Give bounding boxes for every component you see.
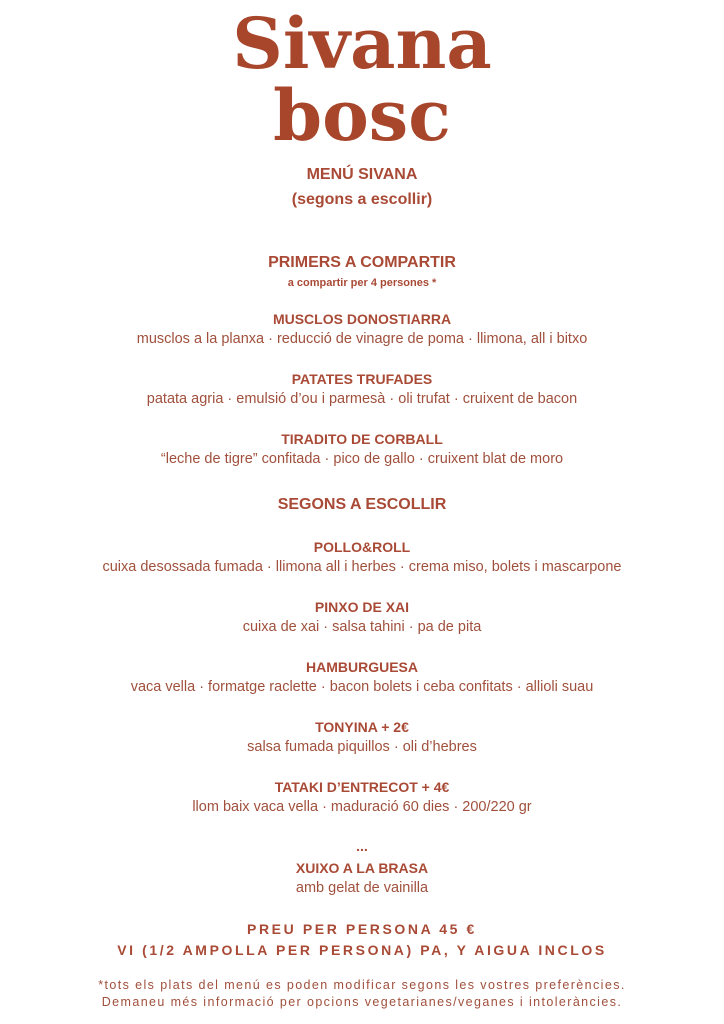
- dish-description: “leche de tigre” confitada · pico de gallo · cruixent blat de moro: [160, 451, 564, 467]
- dish-name: TATAKI D’ENTRECOT + 4€: [274, 779, 450, 795]
- footer-note-1: *tots els plats del menú es poden modificar segons les vostres preferències.: [98, 978, 626, 992]
- menu-title: MENÚ SIVANA: [306, 166, 418, 183]
- dish-name: PINXO DE XAI: [314, 599, 410, 615]
- dish-description: cuixa desossada fumada · llimona all i herbes · crema miso, bolets i mascarpone: [102, 559, 622, 575]
- dish-name: TIRADITO DE CORBALL: [281, 431, 443, 447]
- dish-name: MUSCLOS DONOSTIARRA: [272, 311, 452, 327]
- dessert-description: amb gelat de vainilla: [295, 880, 429, 896]
- footer-note-2: Demaneu més informació per opcions vegetarianes/veganes i intoleràncies.: [101, 995, 623, 1009]
- dessert-separator: ...: [356, 838, 368, 854]
- dish-description: cuixa de xai · salsa tahini · pa de pita: [242, 619, 482, 635]
- dessert-name: XUIXO A LA BRASA: [295, 860, 429, 876]
- dish-name: PATATES TRUFADES: [291, 371, 433, 387]
- section-subheading-primers: a compartir per 4 persones *: [287, 277, 437, 289]
- dish-name: HAMBURGUESA: [306, 659, 418, 675]
- dish-description: musclos a la planxa · reducció de vinagre de poma · llimona, all i bitxo: [136, 331, 588, 347]
- menu-subtitle: (segons a escollir): [291, 191, 433, 208]
- dish-description: llom baix vaca vella · maduració 60 dies · 200/220 gr: [192, 799, 532, 815]
- dish-name: POLLO&ROLL: [313, 539, 411, 555]
- dish-description: salsa fumada piquillos · oli d’hebres: [247, 739, 477, 755]
- inclusions-line: VI (1/2 AMPOLLA PER PERSONA) PA, Y AIGUA INCLOS: [117, 942, 607, 958]
- dish-description: patata agria · emulsió d’ou i parmesà · oli trufat · cruixent de bacon: [146, 391, 578, 407]
- dish-description: vaca vella · formatge raclette · bacon bolets i ceba confitats · allioli suau: [130, 679, 594, 695]
- dish-name: TONYINA + 2€: [315, 719, 409, 735]
- brand-line-2: bosc: [273, 74, 451, 157]
- section-heading-primers: PRIMERS A COMPARTIR: [268, 254, 456, 271]
- price-line: PREU PER PERSONA 45 €: [247, 921, 477, 937]
- brand-line-1: Sivana: [232, 2, 492, 85]
- section-heading-segons: SEGONS A ESCOLLIR: [277, 496, 447, 513]
